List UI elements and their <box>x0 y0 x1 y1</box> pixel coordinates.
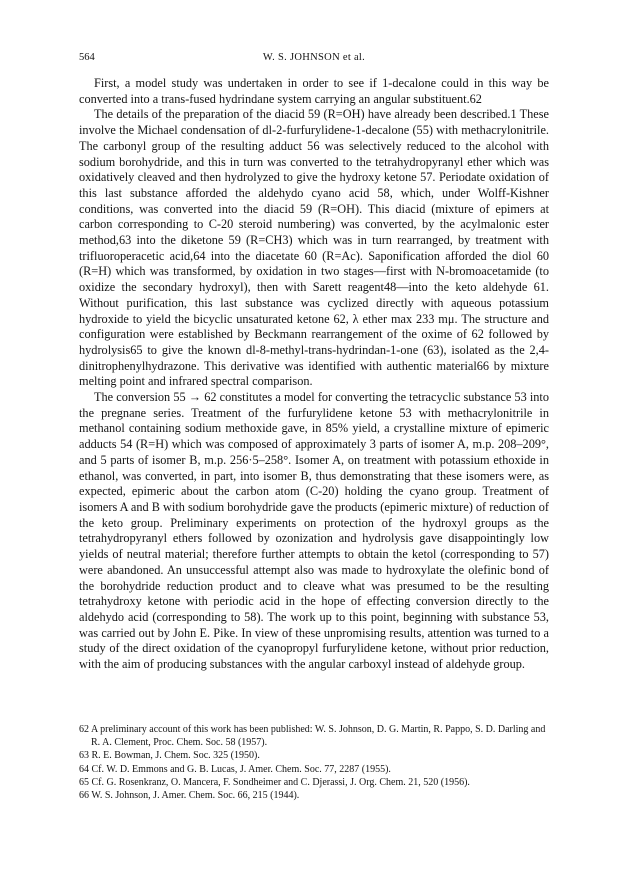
body-text <box>79 76 549 673</box>
running-head: W. S. JOHNSON et al. <box>262 52 366 63</box>
paragraph-diacid-preparation: The details of the preparation of the diacid 59 (R=OH) have already been described.1 These involve the Michael condensation of dl-2-furfurylidene-1-decalone (55) with methacrylonitrile. The carbonyl group of the resulting adduct 56 was selectively reduced to the alcohol with sodium borohydride, and this in turn was converted to the tetrahydropyranyl ether which was oxidatively cleaved and then hydrolyzed to give the hydroxy ketone 57. Periodate oxidation of this last substance afforded the aldehydo cyano acid 58, which, under Wolff-Kishner conditions, was converted into the diacid 59 (R=OH). This diacid (mixture of epimers at carbon corresponding to C-20 steroid numbering) was converted, by the acylmalonic ester method,63 into the diketone 59 (R=CH3) which was in turn rearranged, by treatment with trifluoroperacetic acid,64 into the diacetate 60 (R=Ac). Saponification afforded the diol 60 (R=H) which was transformed, by oxidation in two stages—first with N-bromoacetamide (to oxidize the secondary hydroxyl), then with Sarett reagent48—into the keto aldehyde 61. Without purification, this last substance was cyclized directly with aqueous potassium hydroxide to yield the bicyclic unsaturated ketone 62, λ ether max 233 mμ. The structure and configuration were established by Beckmann rearrangement of the oxime of 62 followed by hydrolysis65 to give the known dl-8-methyl-trans-hydrindan-1-one (63), isolated as the 2,4-dinitrophenylhydrazone. This derivative was identified with authentic material66 by mixture melting point and infrared spectral comparison. <box>79 107 549 389</box>
footnote-65: 65 Cf. G. Rosenkranz, O. Mancera, F. Sondheimer and C. Djerassi, J. Org. Chem. 21, 520 (1956). <box>79 776 470 788</box>
footnote-63: 63 R. E. Bowman, J. Chem. Soc. 325 (1950). <box>79 750 260 762</box>
paragraph-pregnane-conversion: The conversion 55 → 62 constitutes a model for converting the tetracyclic substance 53 into the pregnane series. Treatment of the furfurylidene ketone 53 with methacrylonitrile in methanol containing sodium methoxide gave, in 85% yield, a crystalline mixture of epimeric adducts 54 (R=H) which was composed of approximately 3 parts of isomer A, m.p. 208–209°, and 5 parts of isomer B, m.p. 256·5–258°. Isomer A, on treatment with potassium ethoxide in ethanol, was converted, in part, into isomer B, thus demonstrating that these isomers were, as expected, epimeric about the carbon atom (C-20) holding the cyano group. Treatment of isomers A and B with sodium borohydride gave the products (epimeric mixture) of reduction of the keto group. Preliminary experiments on protection of the hydroxyl groups as the tetrahydropyranyl ethers followed by ozonization and hydrolysis gave disappointingly low yields of neutral material; therefore further attempts to obtain the ketol (corresponding to 57) were abandoned. An unsuccessful attempt also was made to hydroxylate the olefinic bond of the borohydride reduction product and to cleave what was presumed to be the resulting tetrahydroxy ketone with periodic acid in the hope of effecting conversion directly to the aldehydo acid (corresponding to 58). The work up to this point, beginning with substance 53, was carried out by John E. Pike. In view of these unpromising results, attention was turned to a study of the direct oxidation of the cyanopropyl furfurylidene ketone, without prior reduction, with the aim of producing substances with the angular carboxyl instead of aldehyde group. <box>79 390 549 672</box>
page-number: 564 <box>79 52 95 63</box>
footnotes <box>79 723 549 802</box>
paragraph-model-study: First, a model study was undertaken in order to see if 1-decalone could in this way be converted into a trans-fused hydrindane system carrying an angular substituent.62 <box>79 76 549 106</box>
footnote-62: 62 A preliminary account of this work has been published: W. S. Johnson, D. G. Martin, R. Pappo, S. D. Darling and R. A. Clement, Proc. Chem. Soc. 58 (1957). <box>79 724 546 749</box>
footnote-66: 66 W. S. Johnson, J. Amer. Chem. Soc. 66, 215 (1944). <box>79 790 300 802</box>
page-header <box>79 52 549 68</box>
footnote-64: 64 Cf. W. D. Emmons and G. B. Lucas, J. Amer. Chem. Soc. 77, 2287 (1955). <box>79 763 391 775</box>
